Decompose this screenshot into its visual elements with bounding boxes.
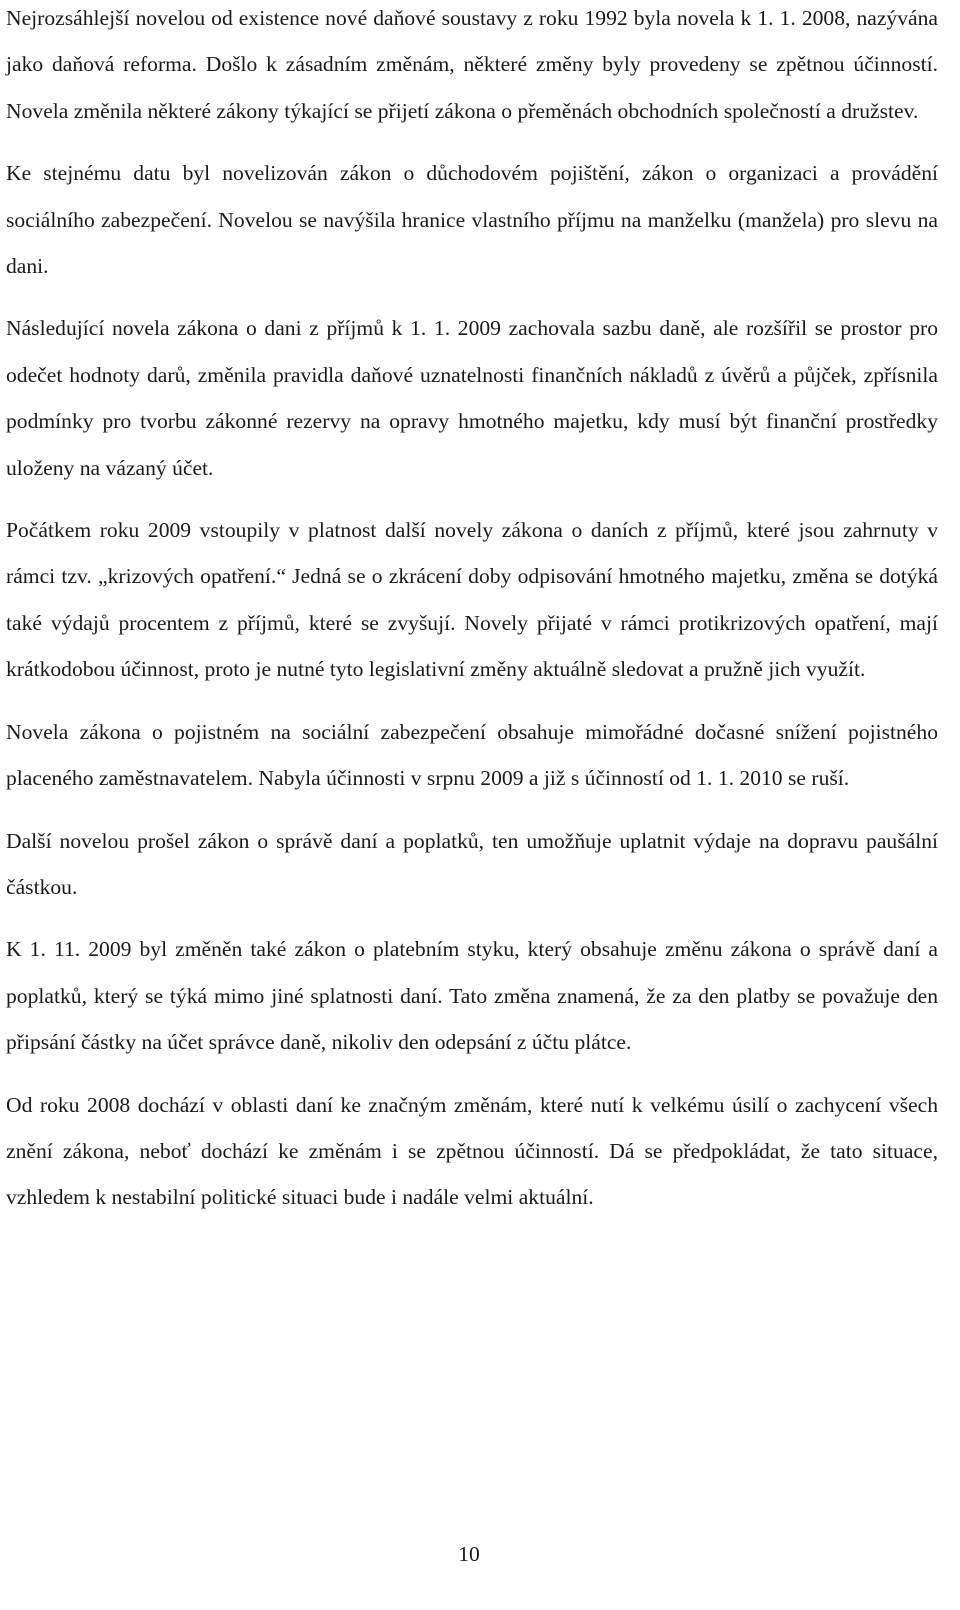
- paragraph-social-insurance: Novela zákona o pojistném na sociální zabezpečení obsahuje mimořádné dočasné snížení pojistného placeného zaměstnavatelem. Nabyla účinnosti v srpnu 2009 a již s účinností od 1. 1. 2010 se ruší.: [6, 719, 938, 791]
- paragraph-income-tax-2009: Následující novela zákona o dani z příjmů k 1. 1. 2009 zachovala sazbu daně, ale rozšířil se prostor pro odečet hodnoty darů, změnila pravidla daňové uznatelnosti finančních nákladů z úvěrů a půjček, zpřísnila podmínky pro tvorbu zákonné rezervy na opravy hmotného majetku, kdy musí být finanční prostředky uloženy na vázaný účet.: [6, 316, 938, 480]
- paragraph-tax-reform-2008: Nejrozsáhlejší novelou od existence nové daňové soustavy z roku 1992 byla novela k 1. 1. 2008, nazývána jako daňová reforma. Došlo k zásadním změnám, některé změny byly provedeny se zpětnou účinností. Novela změnila některé zákony týkající se přijetí zákona o přeměnách obchodních společností a družstev.: [6, 6, 938, 123]
- paragraph-crisis-measures: Počátkem roku 2009 vstoupily v platnost další novely zákona o daních z příjmů, které jsou zahrnuty v rámci tzv. „krizových opatření.“ Jedná se o zkrácení doby odpisování hmotného majetku, změna se dotýká také výdajů procentem z příjmů, které se zvyšují. Novely přijaté v rámci protikrizových opatření, mají krátkodobou účinnost, proto je nutné tyto legislativní změny aktuálně sledovat a pružně jich využít.: [6, 518, 938, 682]
- paragraph-payment-system: K 1. 11. 2009 byl změněn také zákon o platebním styku, který obsahuje změnu zákona o správě daní a poplatků, který se týká mimo jiné splatnosti daní. Tato změna znamená, že za den platby se považuje den připsání částky na účet správce daně, nikoliv den odepsání z účtu plátce.: [6, 937, 938, 1055]
- page-number: 10: [458, 1542, 480, 1566]
- document-page: [6, 0, 938, 1237]
- paragraph-conclusion: Od roku 2008 dochází v oblasti daní ke značným změnám, které nutí k velkému úsilí o zachycení všech znění zákona, neboť dochází ke změnám i se zpětnou účinností. Dá se předpokládat, že tato situace, vzhledem k nestabilní politické situaci bude i nadále velmi aktuální.: [6, 1092, 938, 1210]
- paragraph-pension-insurance: Ke stejnému datu byl novelizován zákon o důchodovém pojištění, zákon o organizaci a provádění sociálního zabezpečení. Novelou se navýšila hranice vlastního příjmu na manželku (manžela) pro slevu na dani.: [6, 161, 938, 279]
- paragraph-tax-administration: Další novelou prošel zákon o správě daní a poplatků, ten umožňuje uplatnit výdaje na dopravu paušální částkou.: [6, 828, 938, 899]
